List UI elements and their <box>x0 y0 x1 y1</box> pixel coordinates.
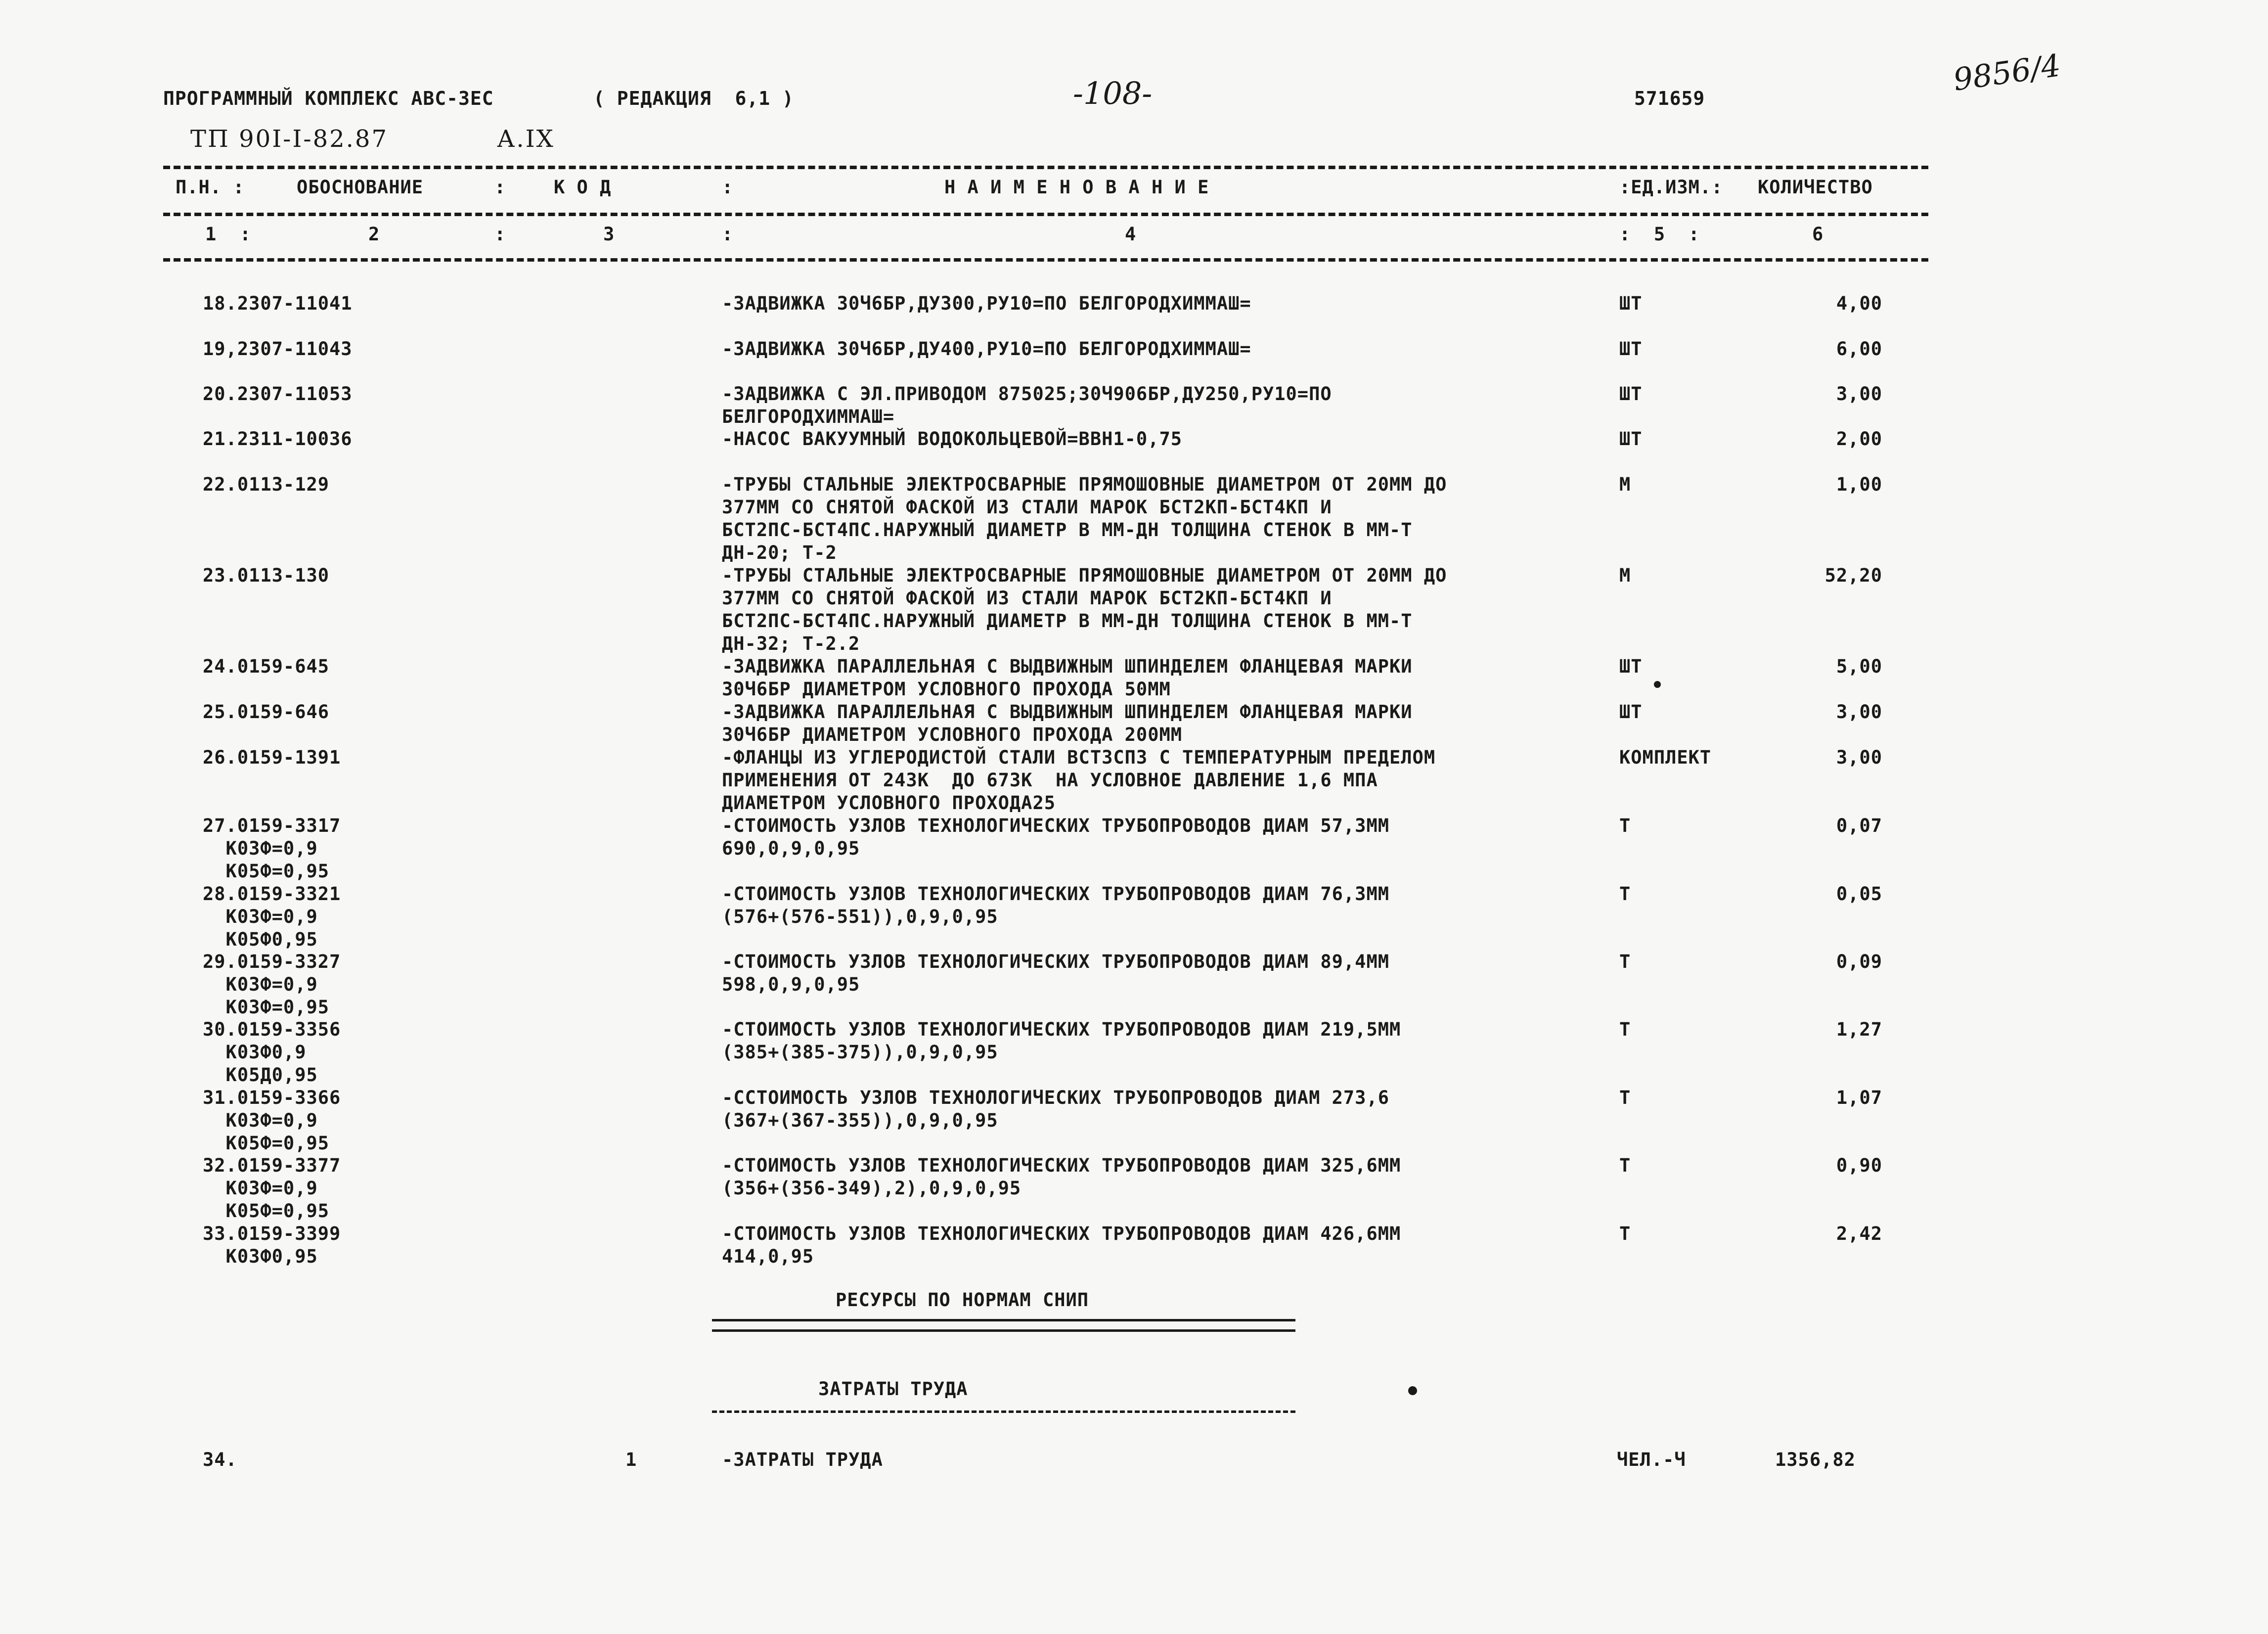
row-19-qty: 6,00 <box>1836 338 1882 360</box>
album-number: А.IX <box>497 125 555 153</box>
row-22-num: 22.0113-129 <box>203 474 330 495</box>
row-34-qty: 1356,82 <box>1775 1449 1856 1470</box>
colnum-sep: : <box>722 224 734 245</box>
row-24-num: 24.0159-645 <box>203 656 330 677</box>
row-33-qty: 2,42 <box>1836 1223 1882 1244</box>
row-25-name: -ЗАДВИЖКА ПАРАЛЛЕЛЬНАЯ С ВЫДВИЖНЫМ ШПИНДЕЛЕМ ФЛАНЦЕВАЯ МАРКИ 30Ч6БР ДИАМЕТРОМ УСЛОВНОГО ПРОХОДА 200ММ <box>722 701 1413 745</box>
header-sep: : <box>722 177 734 198</box>
ink-dot <box>1654 681 1661 688</box>
row-26-name: -ФЛАНЦЫ ИЗ УГЛЕРОДИСТОЙ СТАЛИ ВСТ3СП3 С ТЕМПЕРАТУРНЫМ ПРЕДЕЛОМ ПРИМЕНЕНИЯ ОТ 243К ДО 673К НА УСЛОВНОЕ ДАВЛЕНИЕ 1,6 МПА ДИАМЕТРОМ УСЛОВНОГО ПРОХОДА25 <box>722 747 1436 814</box>
header-code: К О Д <box>554 177 612 198</box>
row-33-unit: Т <box>1619 1223 1631 1244</box>
row-29-qty: 0,09 <box>1836 951 1882 972</box>
row-31-unit: Т <box>1619 1087 1631 1108</box>
row-25-qty: 3,00 <box>1836 701 1882 723</box>
row-34-num: 34. <box>203 1449 237 1470</box>
row-21-name: -НАСОС ВАКУУМНЫЙ ВОДОКОЛЬЦЕВОЙ=ВВН1-0,75 <box>722 428 1183 450</box>
colnum-2: 2 <box>368 224 380 245</box>
row-23-qty: 52,20 <box>1824 565 1882 586</box>
row-21-unit: ШТ <box>1619 428 1643 450</box>
row-28-num: 28.0159-3321 К03Ф=0,9 К05Ф0,95 <box>203 883 341 950</box>
row-25-num: 25.0159-646 <box>203 701 330 723</box>
row-20-qty: 3,00 <box>1836 383 1882 405</box>
row-29-num: 29.0159-3327 К03Ф=0,9 К03Ф=0,95 <box>203 951 341 1018</box>
row-31-qty: 1,07 <box>1836 1087 1882 1108</box>
row-25-unit: ШТ <box>1619 701 1643 723</box>
document-number: 571659 <box>1634 88 1705 109</box>
row-27-unit: Т <box>1619 815 1631 836</box>
labor-heading-rule <box>712 1410 1295 1413</box>
row-18-name: -ЗАДВИЖКА 30Ч6БР,ДУ300,РУ10=ПО БЕЛГОРОДХИММАШ= <box>722 293 1251 314</box>
page-number: -108- <box>1073 75 1153 111</box>
header-num: П.Н. : <box>176 177 245 198</box>
colnum-5: : 5 : <box>1619 224 1700 245</box>
row-18-num: 18.2307-11041 <box>203 293 353 314</box>
colnum-6: 6 <box>1812 224 1824 245</box>
header-unit: :ЕД.ИЗМ.: <box>1619 177 1723 198</box>
row-19-unit: ШТ <box>1619 338 1643 360</box>
edition-label: ( РЕДАКЦИЯ 6,1 ) <box>593 88 794 109</box>
row-27-num: 27.0159-3317 К03Ф=0,9 К05Ф=0,95 <box>203 815 341 882</box>
row-21-qty: 2,00 <box>1836 428 1882 450</box>
row-23-name: -ТРУБЫ СТАЛЬНЫЕ ЭЛЕКТРОСВАРНЫЕ ПРЯМОШОВНЫЕ ДИАМЕТРОМ ОТ 20ММ ДО 377ММ СО СНЯТОЙ ФАСКОЙ ИЗ СТАЛИ МАРОК БСТ2КП-БСТ4КП И БСТ2ПС-БСТ4ПС.НАРУЖНЫЙ ДИАМЕТР В ММ-ДН ТОЛЩИНА СТЕНОК В ММ-Т ДН-32; Т-2.2 <box>722 565 1447 654</box>
row-30-name: -СТОИМОСТЬ УЗЛОВ ТЕХНОЛОГИЧЕСКИХ ТРУБОПРОВОДОВ ДИАМ 219,5ММ (385+(385-375)),0,9,0,95 <box>722 1019 1401 1063</box>
ink-dot <box>1408 1386 1417 1395</box>
row-19-num: 19,2307-11043 <box>203 338 353 360</box>
row-19-name: -ЗАДВИЖКА 30Ч6БР,ДУ400,РУ10=ПО БЕЛГОРОДХИММАШ= <box>722 338 1251 360</box>
row-32-qty: 0,90 <box>1836 1155 1882 1176</box>
row-23-unit: М <box>1619 565 1631 586</box>
row-30-qty: 1,27 <box>1836 1019 1882 1040</box>
table-top-rule <box>163 166 1928 169</box>
row-31-num: 31.0159-3366 К03Ф=0,9 К05Ф=0,95 <box>203 1087 341 1154</box>
table-body-rule <box>163 258 1928 262</box>
row-22-qty: 1,00 <box>1836 474 1882 495</box>
row-30-unit: Т <box>1619 1019 1631 1040</box>
row-24-name: -ЗАДВИЖКА ПАРАЛЛЕЛЬНАЯ С ВЫДВИЖНЫМ ШПИНДЕЛЕМ ФЛАНЦЕВАЯ МАРКИ 30Ч6БР ДИАМЕТРОМ УСЛОВНОГО ПРОХОДА 50ММ <box>722 656 1413 700</box>
row-27-name: -СТОИМОСТЬ УЗЛОВ ТЕХНОЛОГИЧЕСКИХ ТРУБОПРОВОДОВ ДИАМ 57,3ММ 690,0,9,0,95 <box>722 815 1390 859</box>
row-18-qty: 4,00 <box>1836 293 1882 314</box>
colnum-3: 3 <box>603 224 615 245</box>
row-29-unit: Т <box>1619 951 1631 972</box>
row-30-num: 30.0159-3356 К03Ф0,9 К05Д0,95 <box>203 1019 341 1086</box>
row-32-unit: Т <box>1619 1155 1631 1176</box>
colnum-1: 1 : <box>205 224 252 245</box>
row-20-name: -ЗАДВИЖКА С ЭЛ.ПРИВОДОМ 875025;30Ч906БР,ДУ250,РУ10=ПО БЕЛГОРОДХИММАШ= <box>722 383 1332 427</box>
row-32-name: -СТОИМОСТЬ УЗЛОВ ТЕХНОЛОГИЧЕСКИХ ТРУБОПРОВОДОВ ДИАМ 325,6ММ (356+(356-349),2),0,9,0,95 <box>722 1155 1401 1199</box>
row-34-code: 1 <box>625 1449 637 1470</box>
program-name: ПРОГРАММНЫЙ КОМПЛЕКС АВС-ЗЕС <box>163 88 494 109</box>
row-20-num: 20.2307-11053 <box>203 383 353 405</box>
row-24-unit: ШТ <box>1619 656 1643 677</box>
row-33-name: -СТОИМОСТЬ УЗЛОВ ТЕХНОЛОГИЧЕСКИХ ТРУБОПРОВОДОВ ДИАМ 426,6ММ 414,0,95 <box>722 1223 1401 1267</box>
header-quantity: КОЛИЧЕСТВО <box>1758 177 1873 198</box>
row-22-unit: М <box>1619 474 1631 495</box>
row-20-unit: ШТ <box>1619 383 1643 405</box>
row-28-unit: Т <box>1619 883 1631 905</box>
row-18-unit: ШТ <box>1619 293 1643 314</box>
project-code: ТП 90I-I-82.87 <box>190 125 388 153</box>
row-26-num: 26.0159-1391 <box>203 747 341 768</box>
header-name: Н А И М Е Н О В А Н И Е <box>944 177 1209 198</box>
colnum-4: 4 <box>1125 224 1137 245</box>
row-23-num: 23.0113-130 <box>203 565 330 586</box>
row-29-name: -СТОИМОСТЬ УЗЛОВ ТЕХНОЛОГИЧЕСКИХ ТРУБОПРОВОДОВ ДИАМ 89,4ММ 598,0,9,0,95 <box>722 951 1390 995</box>
row-28-name: -СТОИМОСТЬ УЗЛОВ ТЕХНОЛОГИЧЕСКИХ ТРУБОПРОВОДОВ ДИАМ 76,3ММ (576+(576-551)),0,9,0,95 <box>722 883 1390 927</box>
row-27-qty: 0,07 <box>1836 815 1882 836</box>
row-21-num: 21.2311-10036 <box>203 428 353 450</box>
row-34-unit: ЧЕЛ.-Ч <box>1617 1449 1686 1470</box>
row-32-num: 32.0159-3377 К03Ф=0,9 К05Ф=0,95 <box>203 1155 341 1222</box>
row-26-qty: 3,00 <box>1836 747 1882 768</box>
header-basis: ОБОСНОВАНИЕ <box>297 177 424 198</box>
row-22-name: -ТРУБЫ СТАЛЬНЫЕ ЭЛЕКТРОСВАРНЫЕ ПРЯМОШОВНЫЕ ДИАМЕТРОМ ОТ 20ММ ДО 377ММ СО СНЯТОЙ ФАСКОЙ ИЗ СТАЛИ МАРОК БСТ2КП-БСТ4КП И БСТ2ПС-БСТ4ПС.НАРУЖНЫЙ ДИАМЕТР В ММ-ДН ТОЛЩИНА СТЕНОК В ММ-Т ДН-20; Т-2 <box>722 474 1447 563</box>
labor-heading: ЗАТРАТЫ ТРУДА <box>818 1378 968 1400</box>
row-26-unit: КОМПЛЕКТ <box>1619 747 1712 768</box>
row-31-name: -ССТОИМОСТЬ УЗЛОВ ТЕХНОЛОГИЧЕСКИХ ТРУБОПРОВОДОВ ДИАМ 273,6 (367+(367-355)),0,9,0,95 <box>722 1087 1390 1131</box>
handwritten-reference: 9856/4 <box>1951 47 2063 98</box>
row-28-qty: 0,05 <box>1836 883 1882 905</box>
row-24-qty: 5,00 <box>1836 656 1882 677</box>
row-33-num: 33.0159-3399 К03Ф0,95 <box>203 1223 341 1267</box>
header-sep: : <box>494 177 506 198</box>
resources-title: РЕСУРСЫ ПО НОРМАМ СНИП <box>836 1289 1089 1311</box>
resources-double-rule <box>712 1319 1295 1332</box>
header-rule <box>163 213 1928 216</box>
row-34-name: -ЗАТРАТЫ ТРУДА <box>722 1449 883 1470</box>
colnum-sep: : <box>494 224 506 245</box>
